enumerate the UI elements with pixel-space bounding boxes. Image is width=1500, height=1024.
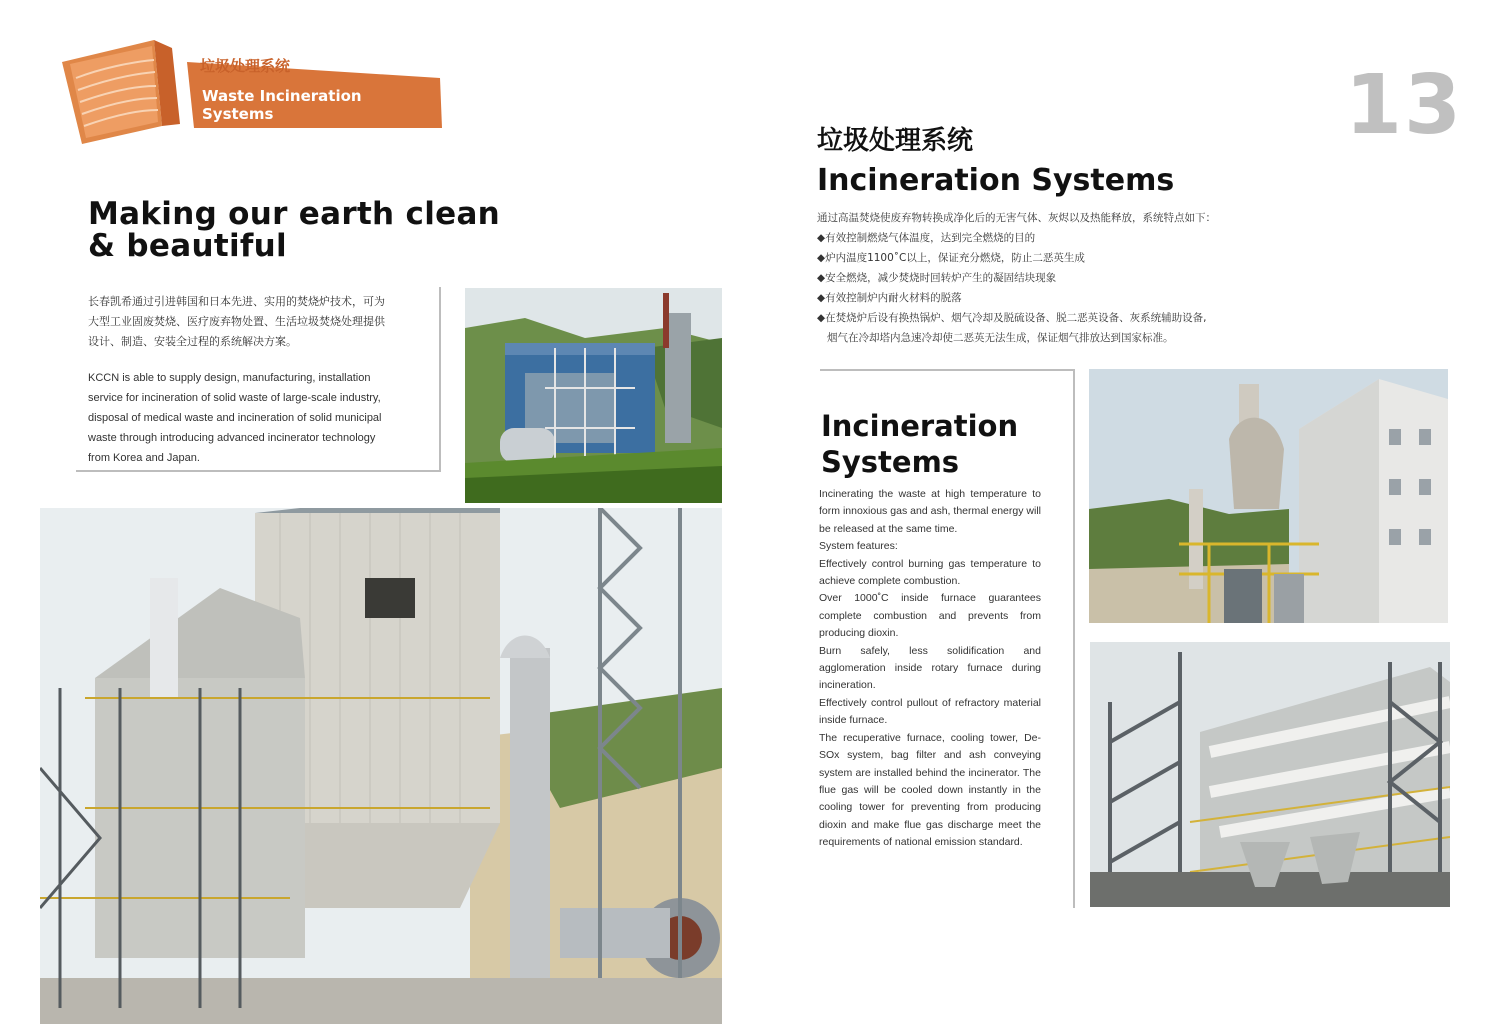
sub-title-line1: Incineration bbox=[821, 409, 1019, 443]
en-line: from Korea and Japan. bbox=[88, 452, 200, 464]
right-en-title: Incineration Systems bbox=[817, 163, 1175, 198]
headline-line1: Making our earth clean bbox=[88, 196, 501, 232]
body-paragraph: Incinerating the waste at high temperature to form innoxious gas and ash, thermal energy will be released at the same time. bbox=[819, 488, 1041, 535]
plant-building-photo bbox=[1089, 369, 1448, 623]
body-paragraph: Over 1000˚C inside furnace guarantees complete combustion and prevents from producing dioxin. bbox=[819, 592, 1041, 640]
banner-en-line2: Systems bbox=[202, 105, 274, 123]
left-cn-paragraph bbox=[88, 292, 433, 352]
right-sub-title bbox=[821, 408, 1018, 480]
banner-en-title bbox=[202, 87, 362, 123]
main-plant-photo bbox=[40, 508, 722, 1024]
headline-line2: & beautiful bbox=[88, 228, 287, 264]
plant-structure-photo bbox=[1090, 642, 1450, 907]
en-line: disposal of medical waste and incineration of solid municipal bbox=[88, 412, 382, 424]
features-intro: 通过高温焚烧使废弃物转换成净化后的无害气体、灰烬以及热能释放，系统特点如下： bbox=[817, 212, 1216, 224]
page-number: 13 bbox=[1345, 58, 1464, 153]
feature-item: ◆在焚烧炉后设有换热锅炉、烟气冷却及脱硫设备、脱二恶英设备、灰系统辅助设备, bbox=[817, 312, 1207, 324]
banner-en-line1: Waste Incineration bbox=[202, 87, 362, 105]
cn-line: 设计、制造、安装全过程的系统解决方案。 bbox=[88, 335, 297, 348]
cn-line: 大型工业固废焚烧、医疗废弃物处置、生活垃圾焚烧处理提供 bbox=[88, 315, 385, 328]
banner-cn-title: 垃圾处理系统 bbox=[200, 57, 291, 75]
en-line: waste through introducing advanced incinerator technology bbox=[88, 432, 376, 444]
body-paragraph: Effectively control burning gas temperature to achieve complete combustion. bbox=[819, 557, 1041, 588]
right-body-text bbox=[819, 486, 1041, 852]
left-en-paragraph bbox=[88, 368, 418, 468]
left-headline bbox=[88, 198, 500, 262]
en-line: KCCN is able to supply design, manufacturing, installation bbox=[88, 372, 371, 384]
feature-item: ◆有效控制燃烧气体温度，达到完全燃烧的目的 bbox=[817, 232, 1036, 244]
feature-item: ◆炉内温度1100˚C以上，保证充分燃烧，防止二恶英生成 bbox=[817, 252, 1085, 264]
right-cn-title: 垃圾处理系统 bbox=[817, 126, 974, 156]
feature-item: ◆安全燃烧，减少焚烧时回转炉产生的凝固结块现象 bbox=[817, 272, 1057, 284]
body-paragraph: System features: bbox=[819, 540, 898, 553]
sub-title-line2: Systems bbox=[821, 445, 960, 479]
cn-line: 长春凯希通过引进韩国和日本先进、实用的焚烧炉技术，可为 bbox=[88, 295, 385, 308]
feature-item: 烟气在冷却塔内急速冷却使二恶英无法生成，保证烟气排放达到国家标准。 bbox=[827, 332, 1174, 344]
features-list-cn bbox=[817, 208, 1257, 348]
body-paragraph: Effectively control pullout of refractory material inside furnace. bbox=[819, 696, 1041, 727]
body-paragraph: The recuperative furnace, cooling tower, De-SOx system, bag filter and ash conveying system are installed behind the incinerator. The flue gas will be cooled down instantly in the cooling tower for preventing from producing dioxin and make flue gas discharge meet the requirements of national emission standard. bbox=[819, 731, 1041, 849]
feature-item: ◆有效控制炉内耐火材料的脱落 bbox=[817, 292, 962, 304]
body-paragraph: Burn safely, less solidification and agglomeration inside rotary furnace during incineration. bbox=[819, 644, 1041, 692]
en-line: service for incineration of solid waste of large-scale industry, bbox=[88, 392, 381, 404]
plant-hillside-photo bbox=[465, 288, 722, 503]
